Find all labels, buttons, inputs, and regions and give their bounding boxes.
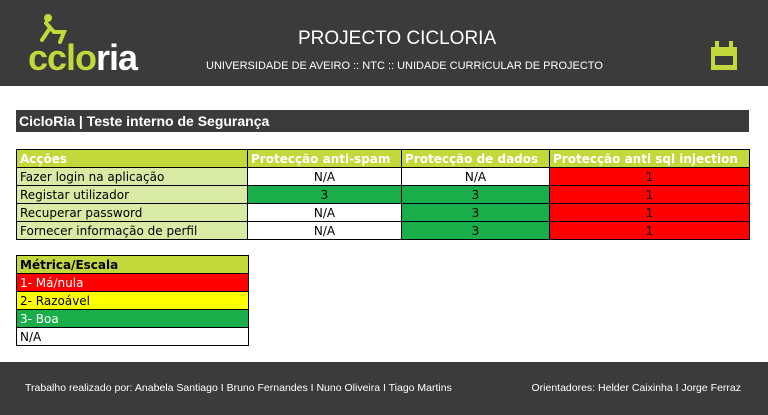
legend-item-na: N/A xyxy=(17,328,249,346)
action-cell: Fornecer informação de perfil xyxy=(17,222,248,240)
table-row xyxy=(17,204,750,222)
calendar-icon xyxy=(709,40,739,72)
security-test-table xyxy=(16,149,750,240)
action-cell: Registar utilizador xyxy=(17,186,248,204)
action-cell: Fazer login na aplicação xyxy=(17,168,248,186)
legend-row xyxy=(17,328,249,346)
section-title: CicloRia | Teste interno de Segurança xyxy=(16,110,749,132)
column-header-sql-injection: Protecção anti sql injection xyxy=(550,150,750,168)
action-cell: Recuperar password xyxy=(17,204,248,222)
column-header-dados: Protecção de dados xyxy=(402,150,550,168)
legend-row xyxy=(17,292,249,310)
sql-cell: 1 xyxy=(550,204,750,222)
advisors-text: Orientadores: Helder Caixinha I Jorge Ferraz xyxy=(531,382,741,394)
table-header-row xyxy=(17,150,750,168)
dados-cell: 3 xyxy=(402,222,550,240)
sql-cell: 1 xyxy=(550,168,750,186)
legend-item-bad: 1- Má/nula xyxy=(17,274,249,292)
logo-wordmark-part1: cclo xyxy=(28,37,97,78)
page-footer xyxy=(0,362,768,415)
logo-wordmark xyxy=(28,38,137,78)
page-subtitle: UNIVERSIDADE DE AVEIRO :: NTC :: UNIDADE CURRICULAR DE PROJECTO xyxy=(206,60,603,72)
dados-cell: 3 xyxy=(402,204,550,222)
column-header-accoes: Acções xyxy=(17,150,248,168)
sql-cell: 1 xyxy=(550,186,750,204)
legend-row xyxy=(17,310,249,328)
legend-row xyxy=(17,274,249,292)
sql-cell: 1 xyxy=(550,222,750,240)
legend-title: Métrica/Escala xyxy=(17,256,249,274)
logo-wordmark-part2: ria xyxy=(96,37,138,78)
legend-header-row xyxy=(17,256,249,274)
dados-cell: 3 xyxy=(402,186,550,204)
anti-spam-cell: 3 xyxy=(248,186,402,204)
legend-item-good: 3- Boa xyxy=(17,310,249,328)
table-row xyxy=(17,168,750,186)
table-row xyxy=(17,222,750,240)
anti-spam-cell: N/A xyxy=(248,222,402,240)
page-title: PROJECTO CICLORIA xyxy=(298,28,497,49)
page-header xyxy=(0,0,768,86)
legend-item-fair: 2- Razoável xyxy=(17,292,249,310)
metric-legend-table xyxy=(16,255,249,346)
table-row xyxy=(17,186,750,204)
column-header-anti-spam: Protecção anti-spam xyxy=(248,150,402,168)
anti-spam-cell: N/A xyxy=(248,168,402,186)
anti-spam-cell: N/A xyxy=(248,204,402,222)
credits-text: Trabalho realizado por: Anabela Santiago I Bruno Fernandes I Nuno Oliveira I Tiago Martins xyxy=(25,382,452,394)
dados-cell: N/A xyxy=(402,168,550,186)
cicloria-logo xyxy=(28,14,163,78)
